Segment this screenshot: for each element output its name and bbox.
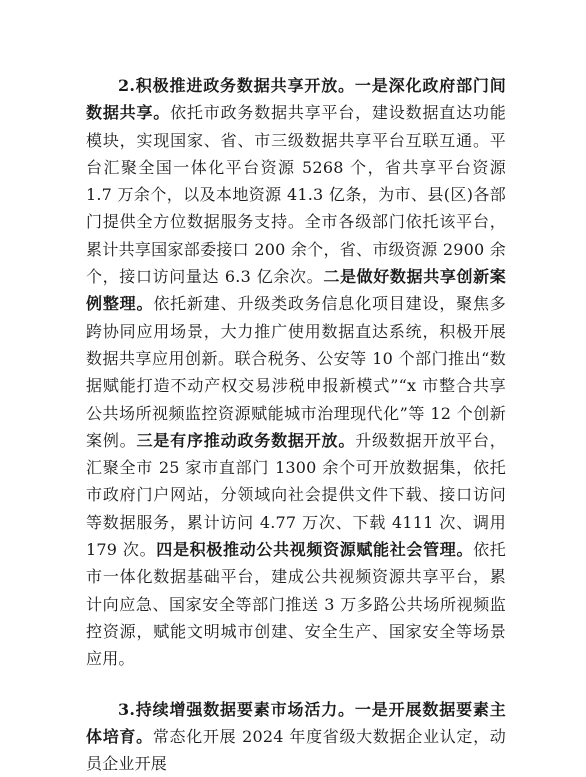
body-text: 升级数据开放平台，汇聚全市 25 家市直部门 1300 余个可开放数据集，依托市政府门户网站，分领域向社会提供文件下载、接口访问等数据服务，累计访问 4.77 万次、下载 4111 次、调用 179 次。 <box>86 430 506 560</box>
body-text: 平台汇聚全国一体化平台资源 5268 个，省共享平台资源 1.7 万余个，以及本地资源 41.3 亿条，为市、县(区)各部门提供全方位数据服务支持。 <box>86 130 506 232</box>
body-text: 依托新建、升级类政务信息化项目建设，聚焦多跨协同应用场景，大力推广使用数据直达系统，积极开展数据共享应用创新。 <box>86 294 507 368</box>
body-text: 依托市一体化数据基础平台，建成公共视频资源共享平台，累计向应急、国家安全等部门推送 3 万多路公共场所视频监控资源，赋能文明城市创建、安全生产、国家安全等场景应用。 <box>86 540 507 669</box>
body-text: 全市各级部门依托该平台，累计共享国家部委接口 200 余个，省、市级资源 2900 余个，接口访问量达 6.3 亿余次。 <box>86 212 506 287</box>
body-text: 联合税务、公安等 10 个部门推出“数据赋能打造不动产权交易涉税申报新模式”“x 市整合共享公共场所视频监控资源赋能城市治理现代化”等 12 个创新案例。 <box>86 348 506 450</box>
subpoint-heading-3: 三是有序推动政务数据开放。 <box>136 430 356 450</box>
subpoint-heading-1: 一是开展数据要素主体培育。 <box>86 699 506 746</box>
section-heading-3: 3.持续增强数据要素市场活力。 <box>118 699 355 719</box>
body-text: 常态化开展 2024 年度省级大数据企业认定，动员企业开展 <box>86 726 506 774</box>
subpoint-heading-1: 一是深化政府部门间数据共享。 <box>86 76 506 123</box>
subpoint-heading-2: 二是做好数据共享创新案例整理。 <box>86 267 506 314</box>
section-heading-2: 2.积极推进政务数据共享开放。 <box>118 76 355 95</box>
body-text: 依托市政务数据共享平台，建设数据直达功能模块，实现国家、省、市三级数据共享平台互联互通。 <box>86 103 506 150</box>
paragraph-market-vitality <box>86 696 506 777</box>
paragraph-data-sharing <box>86 72 506 673</box>
subpoint-heading-4: 四是积极推动公共视频资源赋能社会管理。 <box>156 540 474 560</box>
